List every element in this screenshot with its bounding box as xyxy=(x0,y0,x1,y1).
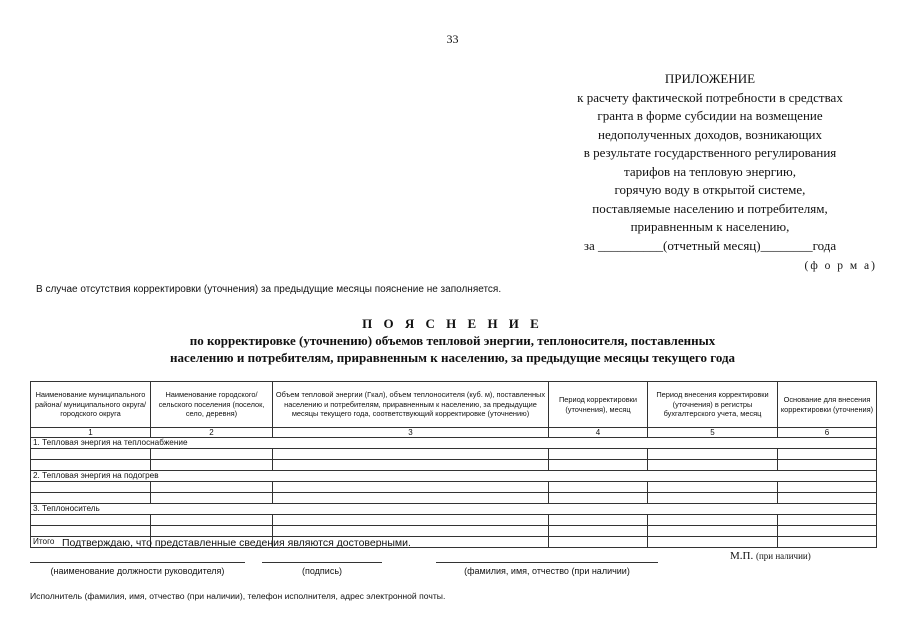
position-signature-line xyxy=(30,562,245,563)
header-correction-period: Период корректировки (уточнения), месяц xyxy=(549,382,648,428)
section-row-heat-supply xyxy=(31,438,877,449)
column-number: 5 xyxy=(648,428,778,438)
confirmation-text: Подтверждаю, что представленные сведения являются достоверными. xyxy=(62,537,411,549)
stamp-note: (при наличии) xyxy=(755,551,811,561)
title-line-2: населению и потребителям, приравненным к населению, за предыдущие месяцы текущего года xyxy=(169,350,736,365)
table-row xyxy=(31,526,877,537)
section-label: 3. Теплоноситель xyxy=(31,504,877,515)
executor-text: Исполнитель (фамилия, имя, отчество (при наличии), телефон исполнителя, адрес электронной почты. xyxy=(30,591,446,601)
page-number: 33 xyxy=(446,32,459,46)
signature-line xyxy=(262,562,382,563)
header-settlement: Наименование городского/сельского поселения (поселок, село, деревня) xyxy=(151,382,273,428)
section-row-coolant xyxy=(31,504,877,515)
column-number: 4 xyxy=(549,428,648,438)
total-label: Итого xyxy=(31,537,151,548)
column-number-row xyxy=(31,428,877,438)
column-number: 6 xyxy=(778,428,877,438)
table-row xyxy=(31,493,877,504)
position-caption: (наименование должности руководителя) xyxy=(50,566,225,576)
appendix-line: гранта в форме субсидии на возмещение xyxy=(597,108,823,123)
explanation-table xyxy=(30,381,877,548)
header-municipality: Наименование муниципального района/ муниципального округа/ городского округа xyxy=(31,382,151,428)
column-number: 2 xyxy=(151,428,273,438)
name-signature-line xyxy=(436,562,658,563)
stamp-place xyxy=(730,550,811,562)
note-text: В случае отсутствия корректировки (уточнения) за предыдущие месяцы пояснение не заполняется. xyxy=(36,284,502,295)
signature-caption: (подпись) xyxy=(301,566,343,576)
appendix-period-line: за __________(отчетный месяц)________года xyxy=(583,237,837,253)
header-accounting-period: Период внесения корректировки (уточнения) в регистры бухгалтерского учета, месяц xyxy=(648,382,778,428)
header-volume: Объем тепловой энергии (Гкал), объем теплоносителя (куб. м), поставленных населению и потребителям, приравненным к населению, за предыдущие месяцы текущего года, соответствующий корректировке (уточнению) xyxy=(273,382,549,428)
appendix-block xyxy=(540,70,880,255)
table-row xyxy=(31,515,877,526)
form-label: (ф о р м а) xyxy=(804,260,877,272)
appendix-line: горячую воду в открытой системе, xyxy=(614,182,806,197)
appendix-line: в результате государственного регулирования xyxy=(583,145,837,160)
appendix-line: приравненным к населению, xyxy=(630,219,790,234)
column-number: 1 xyxy=(31,428,151,438)
appendix-line: тарифов на тепловую энергию, xyxy=(624,163,796,179)
section-label: 2. Тепловая энергия на подогрев xyxy=(31,471,877,482)
section-label: 1. Тепловая энергия на теплоснабжение xyxy=(31,438,877,449)
header-basis: Основание для внесения корректировки (уточнения) xyxy=(778,382,877,428)
section-row-heating xyxy=(31,471,877,482)
stamp-label: М.П. xyxy=(730,550,754,562)
appendix-line: поставляемые населению и потребителям, xyxy=(592,200,828,216)
document-title xyxy=(0,315,905,366)
column-number: 3 xyxy=(273,428,549,438)
table-row xyxy=(31,460,877,471)
table-row xyxy=(31,449,877,460)
table-header-row xyxy=(31,382,877,428)
appendix-line: недополученных доходов, возникающих xyxy=(598,126,822,142)
name-caption: (фамилия, имя, отчество (при наличии) xyxy=(464,566,630,576)
appendix-line: к расчету фактической потребности в средствах xyxy=(577,89,843,105)
title-line-1: по корректировке (уточнению) объемов тепловой энергии, теплоносителя, поставленных xyxy=(189,333,716,348)
appendix-heading: ПРИЛОЖЕНИЕ xyxy=(664,71,756,86)
title-main: П О Я С Н Е Н И Е xyxy=(362,316,543,331)
table-row xyxy=(31,482,877,493)
